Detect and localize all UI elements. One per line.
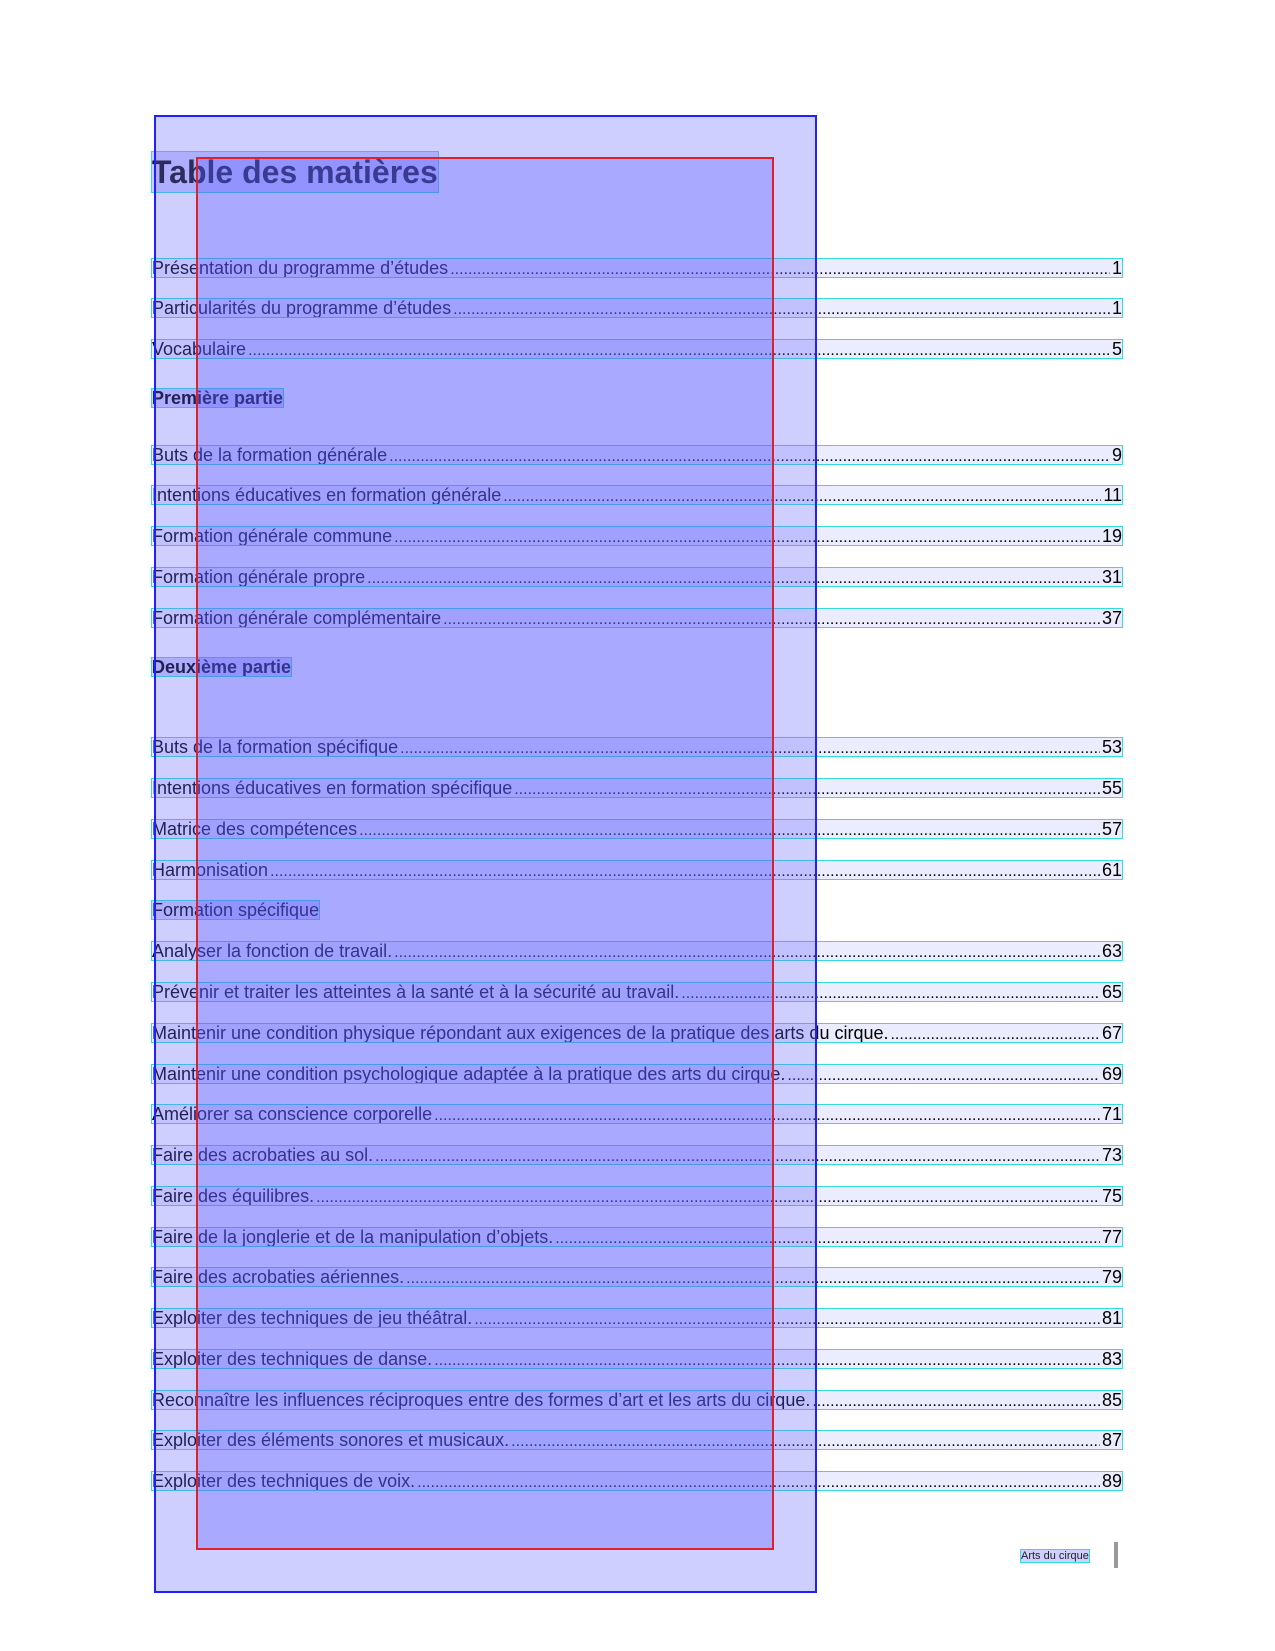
toc-entry-label: Maintenir une condition physique répondant aux exigences de la pratique des arts du cirque. [152, 1023, 889, 1043]
leader-dots [443, 611, 1100, 629]
toc-entry[interactable] [152, 568, 1122, 586]
leader-dots [503, 488, 1101, 506]
toc-entry-label: Formation générale propre [152, 567, 366, 587]
toc-entry-label: Matrice des compétences [152, 819, 358, 839]
toc-entry-label: Intentions éducatives en formation générale [152, 485, 502, 505]
leader-dots [511, 1433, 1100, 1451]
leader-dots [400, 740, 1100, 758]
toc-entry-label: Harmonisation [152, 860, 269, 880]
toc-entry[interactable] [152, 486, 1122, 504]
toc-entry-label: Analyser la fonction de travail. [152, 941, 393, 961]
toc-entry-label: Faire de la jonglerie et de la manipulation d’objets. [152, 1227, 554, 1247]
leader-dots [406, 1270, 1100, 1288]
toc-entry-page: 9 [1111, 445, 1122, 465]
leader-dots [359, 822, 1100, 840]
toc-entry-page: 63 [1101, 941, 1122, 961]
toc-entry[interactable] [152, 527, 1122, 545]
toc-entry-label: Exploiter des techniques de voix. [152, 1471, 416, 1491]
section-heading-part2: Deuxième partie [152, 657, 292, 677]
toc-entry-label: Formation générale complémentaire [152, 608, 442, 628]
toc-entry[interactable] [152, 1472, 1122, 1490]
toc-entry-label: Prévenir et traiter les atteintes à la santé et à la sécurité au travail. [152, 982, 680, 1002]
toc-entry[interactable] [152, 1105, 1122, 1123]
toc-entry-page: 31 [1101, 567, 1122, 587]
toc-entry[interactable] [152, 1268, 1122, 1286]
toc-entry-page: 5 [1111, 339, 1122, 359]
leader-dots [474, 1311, 1100, 1329]
toc-entry[interactable] [152, 820, 1122, 838]
toc-entry-page: 71 [1101, 1104, 1122, 1124]
toc-entry[interactable] [152, 299, 1122, 317]
leader-dots [787, 1067, 1100, 1085]
leader-dots [450, 261, 1110, 279]
toc-entry-label: Buts de la formation générale [152, 445, 388, 465]
leader-dots [394, 529, 1100, 547]
toc-entry-label: Exploiter des éléments sonores et musicaux. [152, 1430, 510, 1450]
toc-entry[interactable] [152, 942, 1122, 960]
leader-dots [555, 1230, 1100, 1248]
toc-entry-label: Maintenir une condition psychologique adaptée à la pratique des arts du cirque. [152, 1064, 786, 1084]
toc-entry-label: Reconnaître les influences réciproques entre des formes d’art et les arts du cirque. [152, 1390, 811, 1410]
toc-entry[interactable] [152, 1228, 1122, 1246]
toc-entry[interactable] [152, 259, 1122, 277]
subsection-heading: Formation spécifique [152, 900, 320, 920]
toc-entry-page: 69 [1101, 1064, 1122, 1084]
toc-entry-label: Améliorer sa conscience corporelle [152, 1104, 433, 1124]
toc-entry-page: 57 [1101, 819, 1122, 839]
page-title: Table des matières [152, 154, 438, 190]
toc-entry[interactable] [152, 1431, 1122, 1449]
toc-entry-label: Exploiter des techniques de danse. [152, 1349, 433, 1369]
toc-entry-page: 81 [1101, 1308, 1122, 1328]
toc-entry-label: Présentation du programme d’études [152, 258, 449, 278]
toc-entry-label: Exploiter des techniques de jeu théâtral. [152, 1308, 473, 1328]
toc-entry-label: Formation générale commune [152, 526, 393, 546]
toc-entry[interactable] [152, 340, 1122, 358]
toc-entry-label: Faire des équilibres. [152, 1186, 315, 1206]
toc-entry-label: Intentions éducatives en formation spécifique [152, 778, 513, 798]
toc-entry[interactable] [152, 1350, 1122, 1368]
toc-entry-page: 65 [1101, 982, 1122, 1002]
toc-entry-page: 61 [1101, 860, 1122, 880]
toc-entry[interactable] [152, 446, 1122, 464]
leader-dots [434, 1107, 1100, 1125]
leader-dots [890, 1026, 1099, 1044]
toc-entry-page: 73 [1101, 1145, 1122, 1165]
toc-entry-page: 75 [1101, 1186, 1122, 1206]
toc-entry[interactable] [152, 1146, 1122, 1164]
leader-dots [270, 863, 1100, 881]
toc-entry[interactable] [152, 983, 1122, 1001]
leader-dots [375, 1148, 1100, 1166]
toc-entry-page: 67 [1101, 1023, 1122, 1043]
leader-dots [417, 1474, 1100, 1492]
toc-entry-label: Faire des acrobaties au sol. [152, 1145, 374, 1165]
toc-entry-page: 85 [1101, 1390, 1122, 1410]
toc-entry-page: 37 [1101, 608, 1122, 628]
toc-entry[interactable] [152, 609, 1122, 627]
toc-entry-page: 19 [1101, 526, 1122, 546]
toc-entry-label: Buts de la formation spécifique [152, 737, 399, 757]
leader-dots [316, 1189, 1100, 1207]
leader-dots [389, 448, 1110, 466]
toc-entry-label: Faire des acrobaties aériennes. [152, 1267, 405, 1287]
toc-entry[interactable] [152, 1065, 1122, 1083]
toc-entry-page: 89 [1101, 1471, 1122, 1491]
toc-entry[interactable] [152, 1391, 1122, 1409]
toc-entry[interactable] [152, 738, 1122, 756]
leader-dots [812, 1393, 1100, 1411]
leader-dots [367, 570, 1100, 588]
toc-entry-page: 1 [1111, 258, 1122, 278]
leader-dots [394, 944, 1100, 962]
toc-entry[interactable] [152, 1309, 1122, 1327]
leader-dots [514, 781, 1100, 799]
toc-entry-page: 79 [1101, 1267, 1122, 1287]
toc-entry-page: 1 [1111, 298, 1122, 318]
leader-dots [681, 985, 1100, 1003]
toc-entry[interactable] [152, 779, 1122, 797]
toc-entry[interactable] [152, 861, 1122, 879]
toc-entry-page: 55 [1101, 778, 1122, 798]
toc-entry-page: 11 [1103, 485, 1122, 505]
toc-entry-page: 87 [1101, 1430, 1122, 1450]
section-heading-part1: Première partie [152, 388, 284, 408]
toc-entry-page: 53 [1101, 737, 1122, 757]
footer-text: Arts du cirque [1021, 1550, 1089, 1562]
toc-entry[interactable] [152, 1187, 1122, 1205]
footer-divider [1114, 1542, 1118, 1568]
toc-entry-label: Vocabulaire [152, 339, 247, 359]
toc-entry-page: 83 [1101, 1349, 1122, 1369]
toc-entry-page: 77 [1101, 1227, 1122, 1247]
toc-entry-label: Particularités du programme d’études [152, 298, 452, 318]
leader-dots [453, 301, 1110, 319]
leader-dots [248, 342, 1110, 360]
toc-entry[interactable] [152, 1024, 1122, 1042]
leader-dots [434, 1352, 1100, 1370]
